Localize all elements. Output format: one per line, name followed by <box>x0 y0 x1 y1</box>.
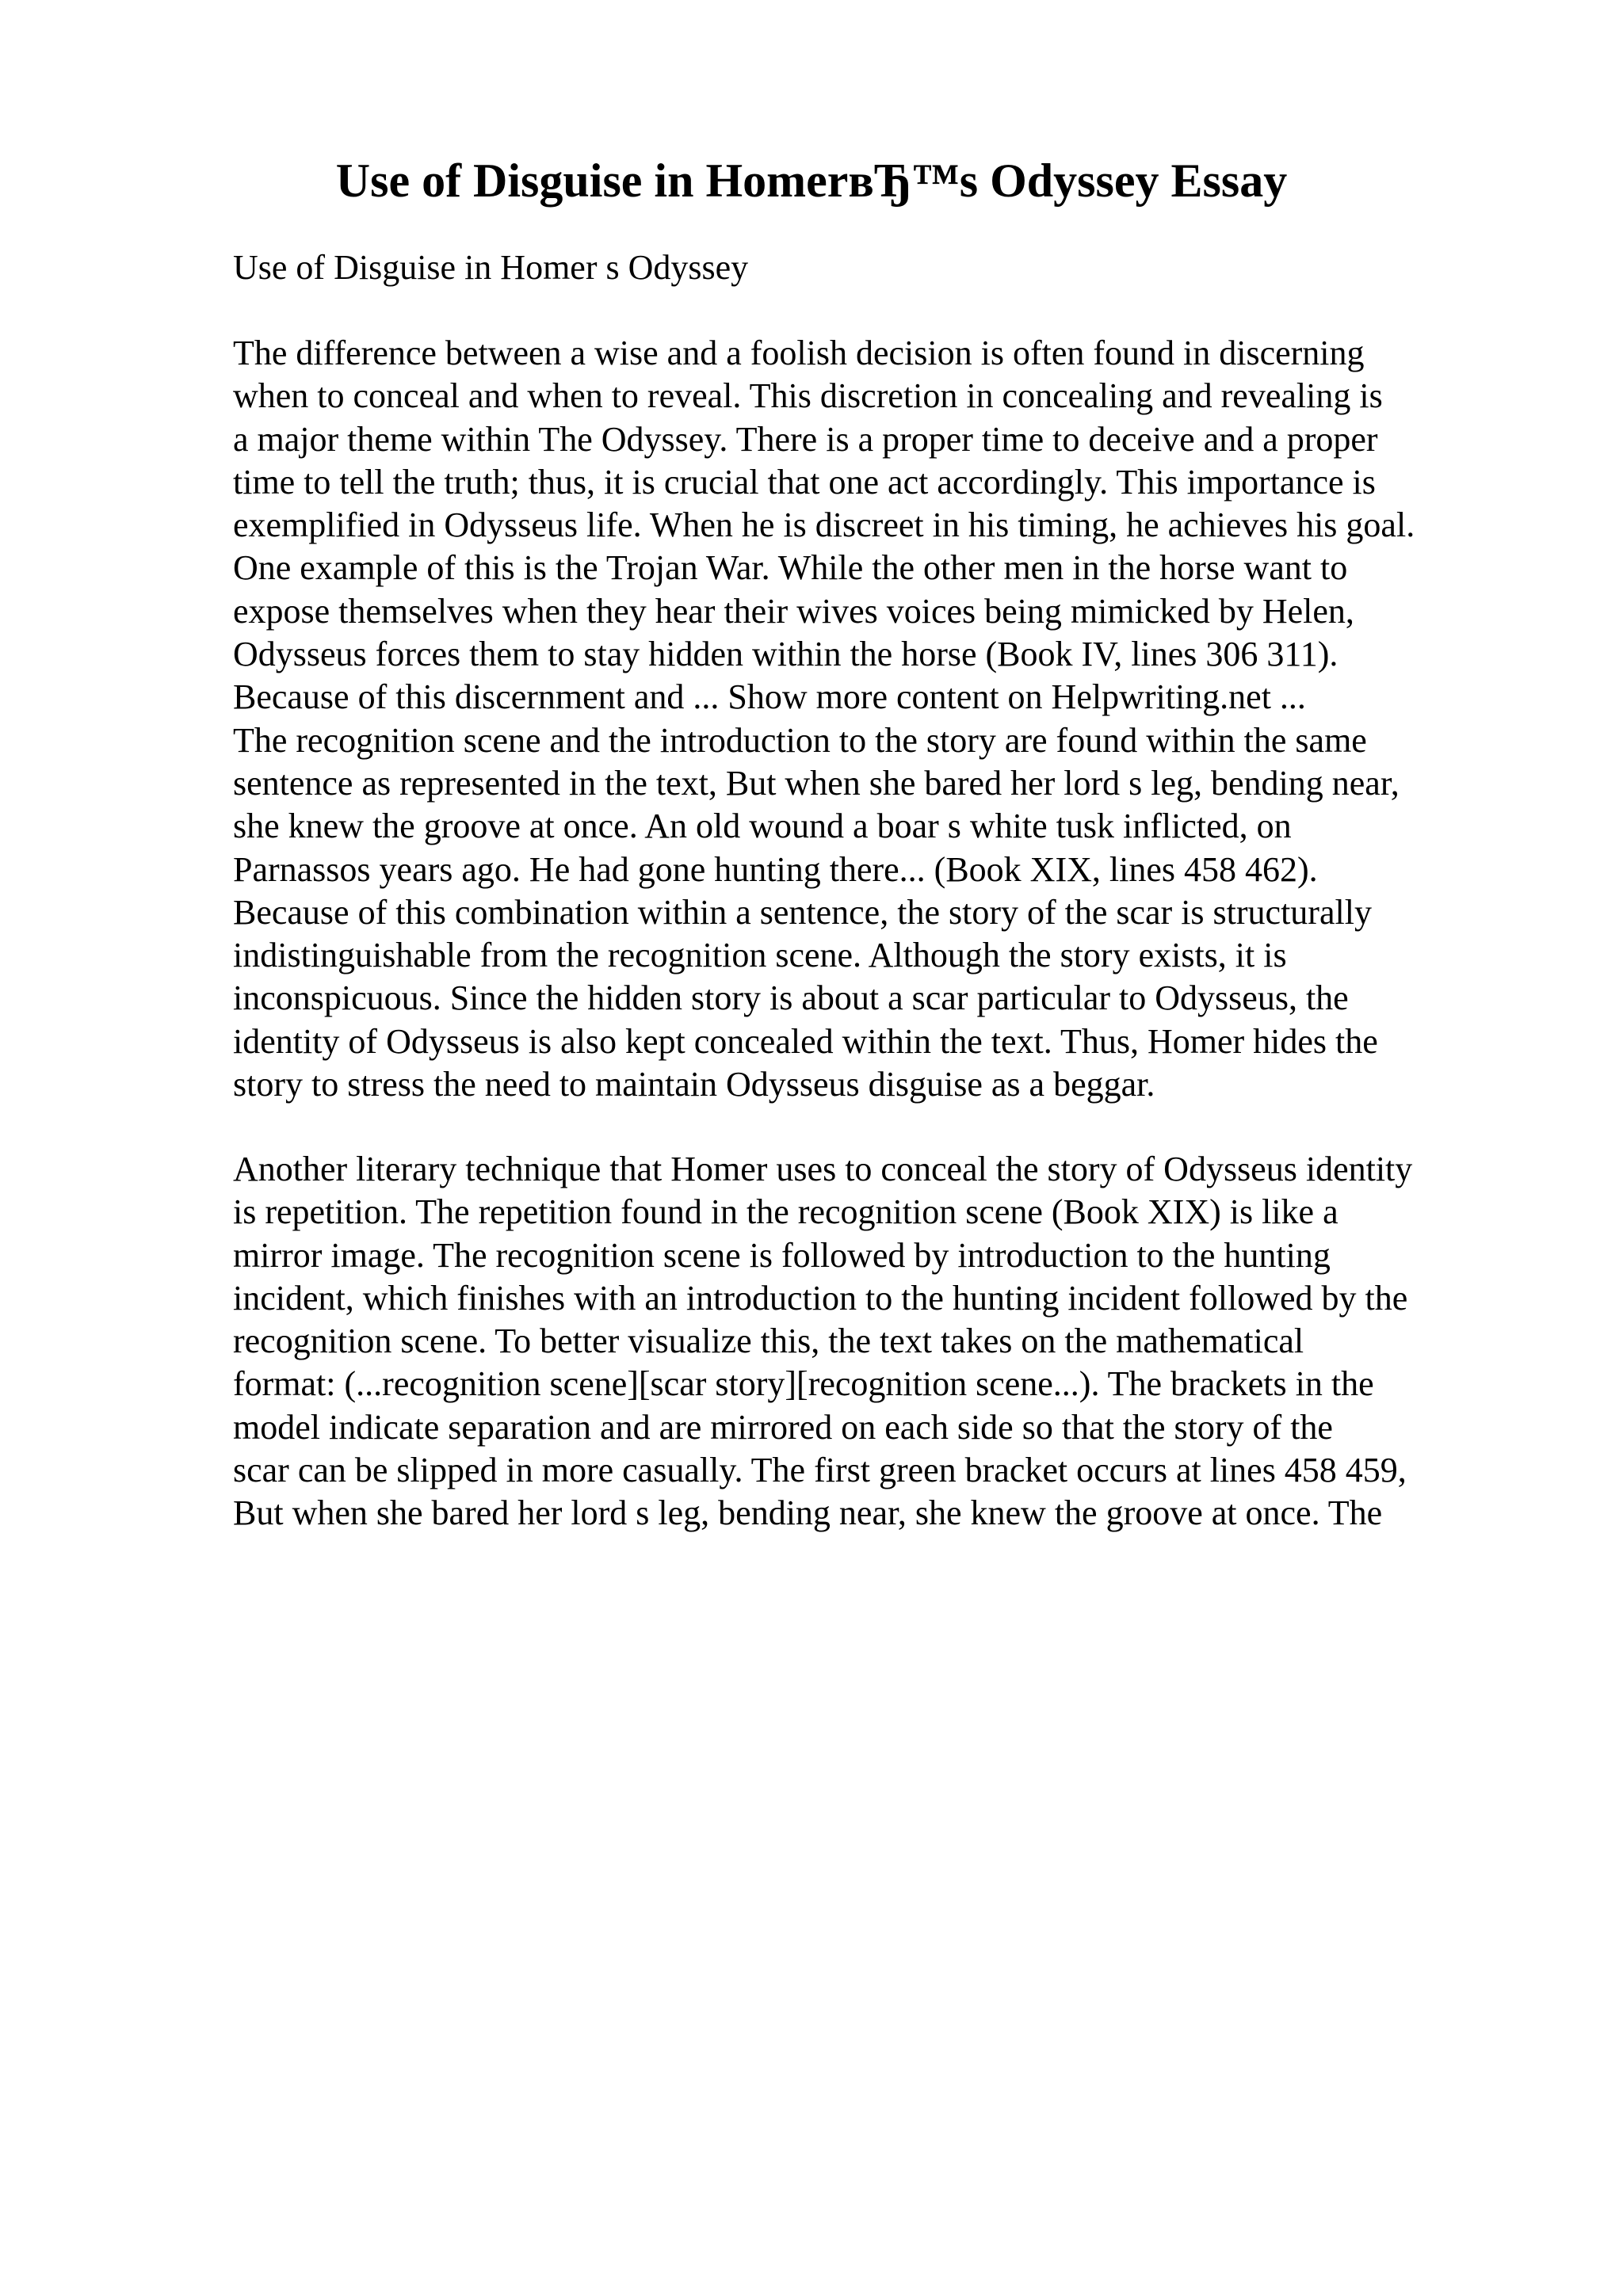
paragraph-line: sentence as represented in the text, But when she bared her lord s leg, bending near, <box>233 763 1400 803</box>
paragraph-line: inconspicuous. Since the hidden story is about a scar particular to Odysseus, the <box>233 978 1349 1018</box>
paragraph-line: incident, which finishes with an introduction to the hunting incident followed by the <box>233 1278 1408 1318</box>
paragraph-line: model indicate separation and are mirrored on each side so that the story of the <box>233 1407 1333 1447</box>
paragraph-line: Another literary technique that Homer uses to conceal the story of Odysseus identity <box>233 1150 1413 1188</box>
paragraph-line: format: (...recognition scene][scar story][recognition scene...). The brackets in the <box>233 1364 1374 1404</box>
paragraph-line: time to tell the truth; thus, it is crucial that one act accordingly. This importance is <box>233 462 1376 502</box>
paragraph-line: a major theme within The Odyssey. There is a proper time to deceive and a proper <box>233 419 1378 459</box>
paragraph-line: expose themselves when they hear their wives voices being mimicked by Helen, <box>233 591 1354 631</box>
paragraph-2 <box>233 1148 1501 1535</box>
paragraph-line: mirror image. The recognition scene is followed by introduction to the hunting <box>233 1235 1331 1275</box>
paragraph-line: exemplified in Odysseus life. When he is discreet in his timing, he achieves his goal. <box>233 505 1415 545</box>
paragraph-1 <box>233 332 1501 1106</box>
paragraph-line: Because of this discernment and ... Show more content on Helpwriting.net ... <box>233 677 1306 717</box>
paragraph-line: is repetition. The repetition found in the recognition scene (Book XIX) is like a <box>233 1192 1338 1232</box>
paragraph-line: Odysseus forces them to stay hidden within the horse (Book IV, lines 306 311). <box>233 635 1338 674</box>
paragraph-line: story to stress the need to maintain Odysseus disguise as a beggar. <box>233 1065 1155 1104</box>
subtitle-block <box>233 246 1501 289</box>
page-title: Use of Disguise in HomerвЂ™s Odyssey Essay <box>335 154 1288 207</box>
paragraph-line: indistinguishable from the recognition scene. Although the story exists, it is <box>233 936 1287 975</box>
paragraph-line: The recognition scene and the introduction to the story are found within the same <box>233 720 1367 760</box>
paragraph-line: The difference between a wise and a foolish decision is often found in discerning <box>233 334 1365 372</box>
paragraph-line: identity of Odysseus is also kept concealed within the text. Thus, Homer hides the <box>233 1021 1378 1061</box>
paragraph-line: when to conceal and when to reveal. This discretion in concealing and revealing is <box>233 376 1383 416</box>
paragraph-line: But when she bared her lord s leg, bending near, she knew the groove at once. The <box>233 1493 1383 1533</box>
subtitle: Use of Disguise in Homer s Odyssey <box>233 248 749 287</box>
paragraph-line: One example of this is the Trojan War. While the other men in the horse want to <box>233 548 1348 588</box>
paragraph-line: she knew the groove at once. An old wound a boar s white tusk inflicted, on <box>233 807 1292 846</box>
paragraph-line: Parnassos years ago. He had gone hunting there... (Book XIX, lines 458 462). <box>233 849 1318 889</box>
paragraph-line: recognition scene. To better visualize this, the text takes on the mathematical <box>233 1322 1304 1361</box>
paragraph-line: Because of this combination within a sentence, the story of the scar is structurally <box>233 892 1372 932</box>
paragraph-line: scar can be slipped in more casually. The first green bracket occurs at lines 458 459, <box>233 1451 1407 1490</box>
